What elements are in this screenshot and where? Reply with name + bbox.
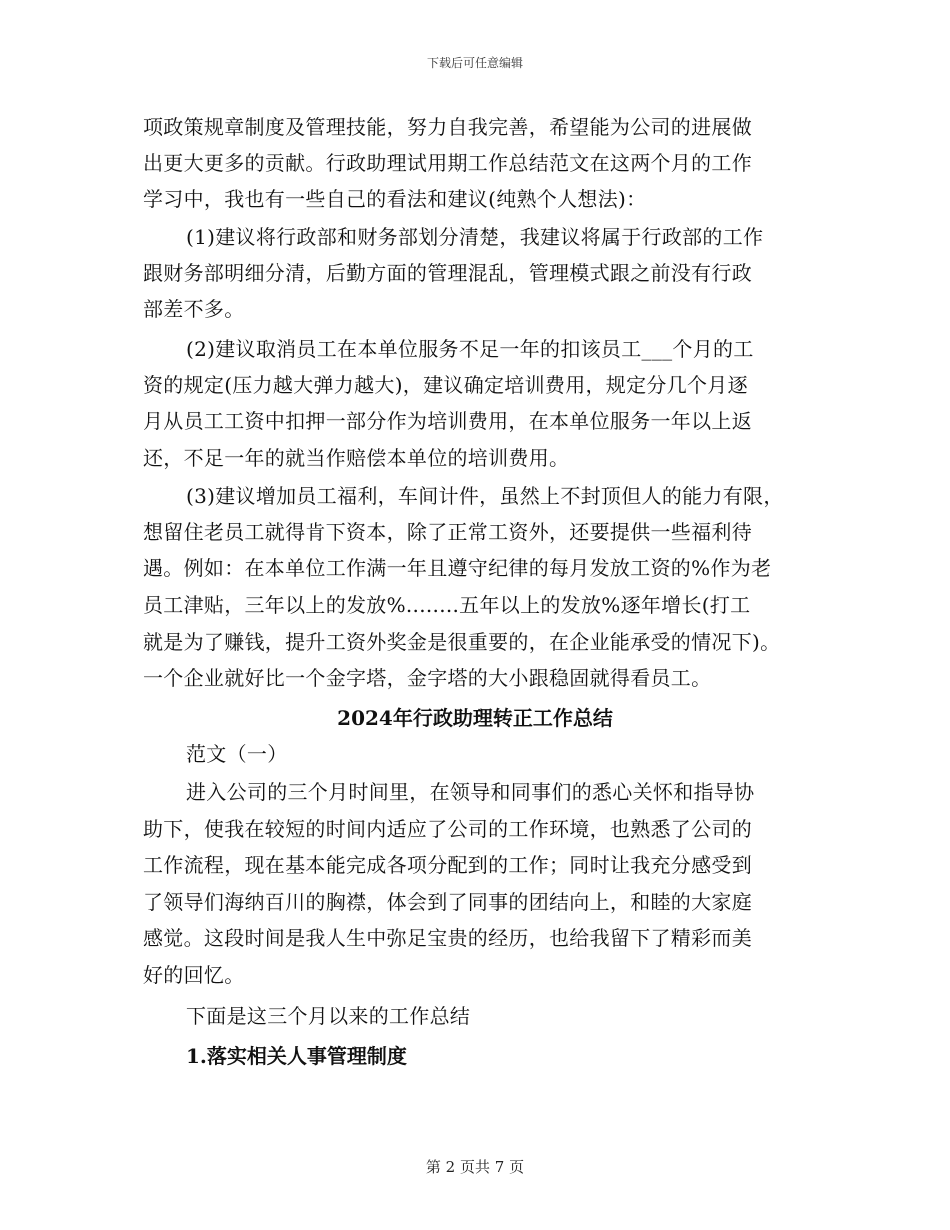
paragraph-line: 跟财务部明细分清，后勤方面的管理混乱，管理模式跟之前没有行政: [143, 261, 752, 285]
page-header: 下载后可任意编辑: [426, 56, 523, 70]
paragraph-line: 了领导们海纳百川的胸襟，体会到了同事的团结向上，和睦的大家庭: [143, 890, 752, 914]
paragraph-line: 一个企业就好比一个金字塔，金字塔的大小跟稳固就得看员工。: [143, 666, 712, 690]
paragraph-line: 下面是这三个月以来的工作总结: [186, 1004, 471, 1028]
paragraph-line: 好的回忆。: [143, 963, 245, 987]
paragraph-line: (2)建议取消员工在本单位服务不足一年的扣该员工___个月的工: [186, 337, 754, 361]
paragraph-line: 遇。例如：在本单位工作满一年且遵守纪律的每月发放工资的%作为老: [143, 556, 772, 580]
paragraph-line: 员工津贴，三年以上的发放%........五年以上的发放%逐年增长(打工: [143, 593, 751, 617]
paragraph-line: 部差不多。: [143, 297, 245, 321]
paragraph-line: 想留住老员工就得肯下资本，除了正常工资外，还要提供一些福利待: [143, 520, 752, 544]
section-title: 2024年行政助理转正工作总结: [337, 706, 613, 730]
paragraph-line: 出更大更多的贡献。行政助理试用期工作总结范文在这两个月的工作: [143, 151, 752, 175]
paragraph-line: 项政策规章制度及管理技能，努力自我完善，希望能为公司的进展做: [143, 115, 752, 139]
paragraph-line: 进入公司的三个月时间里，在领导和同事们的悉心关怀和指导协: [186, 780, 755, 804]
paragraph-line: 就是为了赚钱，提升工资外奖金是很重要的，在企业能承受的情况下)。: [143, 630, 781, 654]
paragraph-line: 还，不足一年的就当作赔偿本单位的培训费用。: [143, 446, 570, 470]
paragraph-line: 学习中，我也有一些自己的看法和建议(纯熟个人想法)：: [143, 187, 647, 211]
paragraph-line: 感觉。这段时间是我人生中弥足宝贵的经历，也给我留下了精彩而美: [143, 926, 752, 950]
paragraph-line: (1)建议将行政部和财务部划分清楚，我建议将属于行政部的工作: [186, 225, 764, 249]
sample-label: 范文（一）: [186, 742, 288, 766]
paragraph-line: (3)建议增加员工福利，车间计件，虽然上不封顶但人的能力有限，: [186, 484, 784, 508]
subheading: 1.落实相关人事管理制度: [186, 1044, 407, 1068]
paragraph-line: 助下，使我在较短的时间内适应了公司的工作环境，也熟悉了公司的: [143, 817, 752, 841]
paragraph-line: 工作流程，现在基本能完成各项分配到的工作；同时让我充分感受到: [143, 853, 752, 877]
page-number: 第 2 页共 7 页: [425, 1158, 525, 1176]
paragraph-line: 资的规定(压力越大弹力越大)，建议确定培训费用，规定分几个月逐: [143, 373, 748, 397]
paragraph-line: 月从员工工资中扣押一部分作为培训费用，在本单位服务一年以上返: [143, 409, 752, 433]
